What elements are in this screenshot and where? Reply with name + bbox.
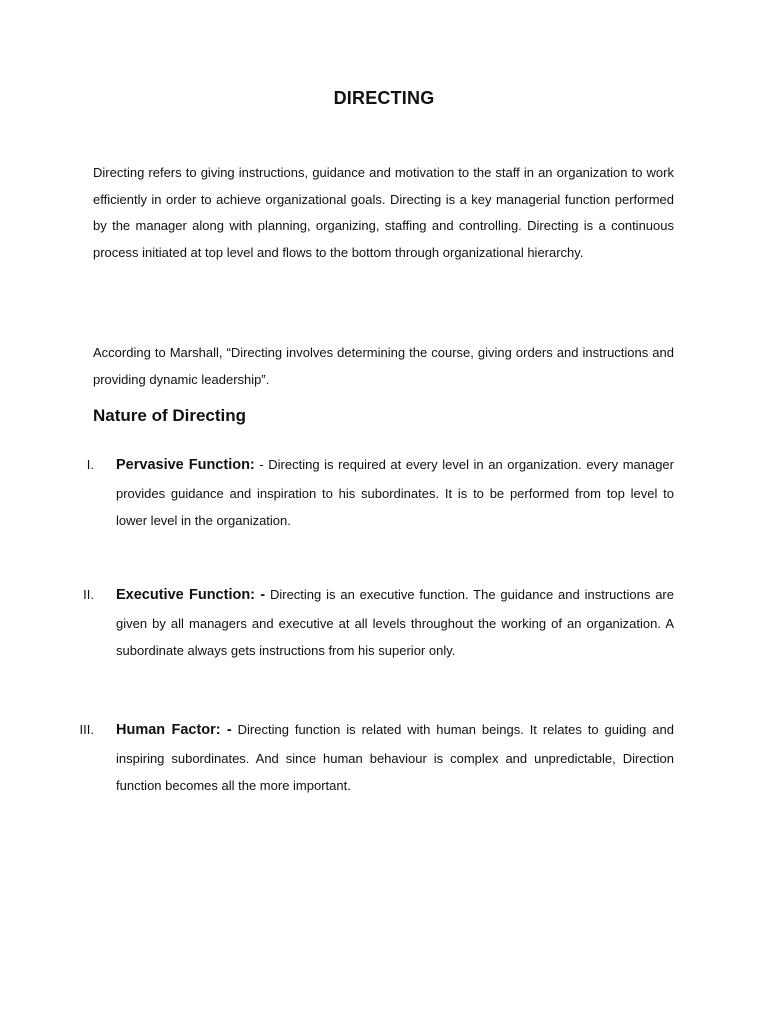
list-item-term: Executive Function: - <box>116 587 266 603</box>
list-item-term: Pervasive Function: <box>116 457 255 473</box>
list-item-text: - Directing is required at every level in an organization. every manager provides guidance and inspiration to his subordinates. It is to be performed from top level to lower level in the organization. <box>116 457 674 528</box>
list-item-body <box>116 716 674 800</box>
list-item-body <box>116 451 674 535</box>
list-item-term: Human Factor: - <box>116 722 232 738</box>
list-item-text: Directing is an executive function. The guidance and instructions are given by all managers and executive at all levels throughout the working of an organization. A subordinate always gets instructions from his superior only. <box>116 587 674 658</box>
section-heading: Nature of Directing <box>93 406 247 425</box>
list-numeral: III. <box>79 722 94 737</box>
list-item-body <box>116 581 674 665</box>
list-numeral: II. <box>83 587 94 602</box>
intro-paragraph: Directing refers to giving instructions, guidance and motivation to the staff in an organization to work efficiently in order to achieve organizational goals. Directing is a key managerial function performed by the manager along with planning, organizing, staffing and controlling. Directing is a continuous process initiated at top level and flows to the bottom through organizational hierarchy. <box>93 165 674 261</box>
quote-paragraph: According to Marshall, “Directing involves determining the course, giving orders and instructions and providing dynamic leadership”. <box>93 345 674 387</box>
list-item-text: Directing function is related with human beings. It relates to guiding and inspiring subordinates. And since human behaviour is complex and unpredictable, Direction function becomes all the more important. <box>116 722 674 793</box>
list-numeral: I. <box>86 457 94 472</box>
page-title: DIRECTING <box>333 88 435 108</box>
